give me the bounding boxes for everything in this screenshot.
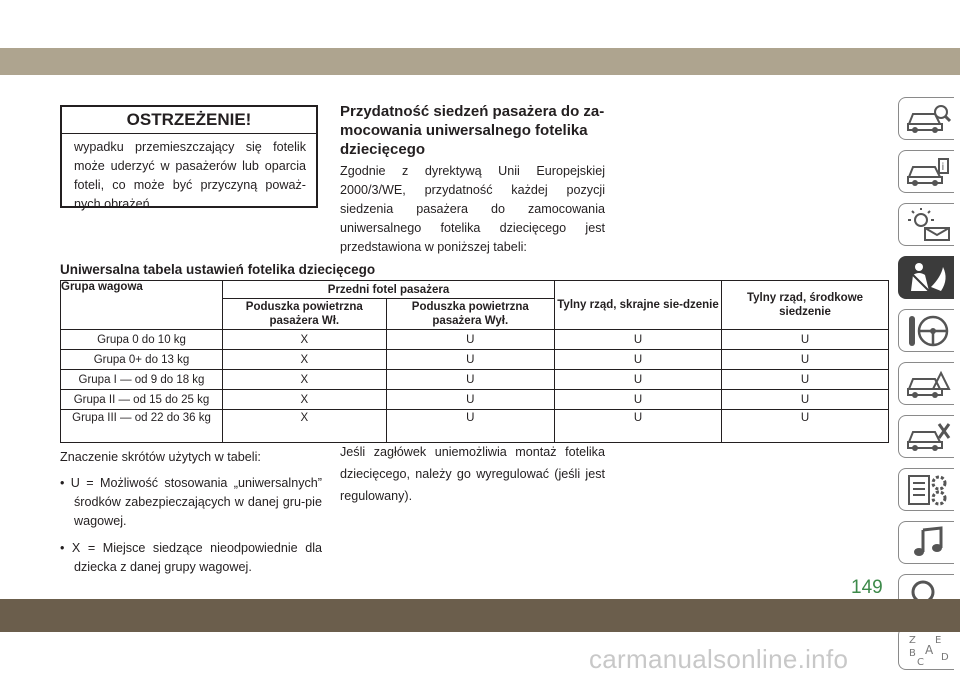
legend-item-x: • X = Miejsce siedzące nieodpowiednie dla dziecka z danej grupy wagowej.	[60, 541, 322, 574]
table-cell: U	[555, 330, 722, 350]
svg-text:C: C	[917, 657, 924, 666]
tab-car-info[interactable]	[898, 97, 954, 140]
table-cell: X	[223, 370, 387, 390]
table-cell: U	[386, 390, 554, 410]
col-header-airbag-on: Poduszka powietrzna pasażera Wł.	[223, 299, 387, 330]
table-cell: X	[223, 330, 387, 350]
tab-starting-driving[interactable]	[898, 309, 954, 352]
table-cell: U	[386, 370, 554, 390]
tab-safety[interactable]	[898, 256, 954, 299]
table-cell: U	[555, 410, 722, 443]
car-service-icon	[905, 420, 951, 454]
safety-seatbelt-icon	[905, 261, 951, 295]
table-cell: Grupa 0+ do 13 kg	[61, 350, 223, 370]
svg-text:D: D	[941, 652, 949, 663]
table-cell: Grupa III — od 22 do 36 kg	[61, 410, 223, 443]
warning-text: wypadku przemieszczający się fotelik może uderzyć w pasażerów lub oparcia foteli, co może być przyczyną poważ-nych obrażeń.	[74, 140, 306, 211]
svg-text:A: A	[925, 643, 934, 657]
table-row	[61, 390, 889, 410]
dashboard-lights-icon	[905, 208, 951, 242]
languages-letters-icon	[905, 632, 951, 666]
table-cell: U	[386, 350, 554, 370]
table-row	[61, 330, 889, 350]
legend-intro: Znaczenie skrótów użytych w tabeli:	[60, 450, 261, 464]
table-cell: U	[555, 390, 722, 410]
col-header-rear-center: Tylny rząd, środkowe siedzenie	[722, 281, 889, 330]
table-cell: U	[722, 330, 889, 350]
child-seat-table	[60, 280, 889, 443]
table-cell: U	[722, 390, 889, 410]
headrest-note: Jeśli zagłówek uniemożliwia montaż fotelika dziecięcego, należy go wyregulować (jeśli jest regulowany).	[340, 445, 605, 503]
table-title: Uniwersalna tabela ustawień fotelika dziecięcego	[60, 262, 376, 277]
table-cell: Grupa 0 do 10 kg	[61, 330, 223, 350]
footer-band	[0, 599, 960, 632]
legend	[60, 448, 322, 585]
table-cell: U	[722, 350, 889, 370]
multimedia-music-icon	[905, 526, 951, 560]
warning-title: OSTRZEŻENIE!	[62, 107, 316, 134]
car-warning-icon	[905, 155, 951, 189]
tab-car-warning[interactable]	[898, 150, 954, 193]
table-row	[61, 370, 889, 390]
car-info-icon	[905, 102, 951, 136]
steering-wheel-icon	[905, 314, 951, 348]
section-text: Zgodnie z dyrektywą Unii Europejskiej 2000/3/WE, przydatność każdej pozycji siedzenia pasażera do zamocowania uniwersalnego fotelika dziecięcego jest przedstawiona w poniższej tabeli:	[340, 164, 605, 254]
table-cell: Grupa I — od 9 do 18 kg	[61, 370, 223, 390]
table-cell: U	[722, 410, 889, 443]
legend-item-u: • U = Możliwość stosowania „uniwersalnych” środków zabezpieczających w danej gru-pie wagowej.	[60, 476, 322, 528]
col-header-group: Grupa wagowa	[61, 281, 223, 330]
chapter-tabs	[898, 97, 960, 680]
table-row	[61, 350, 889, 370]
table-row	[61, 410, 889, 443]
table-cell: U	[555, 350, 722, 370]
page-number: 149	[851, 577, 883, 598]
section-heading: Przydatność siedzeń pasażera do za-mocowania uniwersalnego fotelika dziecięcego	[340, 103, 605, 158]
tab-specifications[interactable]	[898, 468, 954, 511]
tab-service[interactable]	[898, 415, 954, 458]
warning-box	[60, 105, 318, 211]
table-cell: Grupa II — od 15 do 25 kg	[61, 390, 223, 410]
specifications-gears-icon	[905, 473, 951, 507]
table-cell: X	[223, 350, 387, 370]
svg-text:Z: Z	[909, 635, 916, 646]
tab-roadside-emergency[interactable]	[898, 362, 954, 405]
svg-text:B: B	[909, 648, 916, 659]
tab-multimedia[interactable]	[898, 521, 954, 564]
svg-text:i: i	[941, 162, 945, 173]
roadside-emergency-icon	[905, 367, 951, 401]
table-cell: U	[555, 370, 722, 390]
col-header-front: Przedni fotel pasażera	[223, 281, 555, 299]
table-cell: U	[386, 330, 554, 350]
table-cell: X	[223, 410, 387, 443]
table-cell: X	[223, 390, 387, 410]
watermark: carmanualsonline.info	[589, 644, 849, 674]
col-header-airbag-off: Poduszka powietrzna pasażera Wył.	[386, 299, 554, 330]
col-header-rear-outer: Tylny rząd, skrajne sie-dzenie	[555, 281, 722, 330]
svg-text:E: E	[935, 635, 942, 646]
table-cell: U	[722, 370, 889, 390]
table-cell: U	[386, 410, 554, 443]
tab-languages[interactable]	[898, 627, 954, 670]
header-band	[0, 48, 960, 75]
tab-dashboard-lights[interactable]	[898, 203, 954, 246]
